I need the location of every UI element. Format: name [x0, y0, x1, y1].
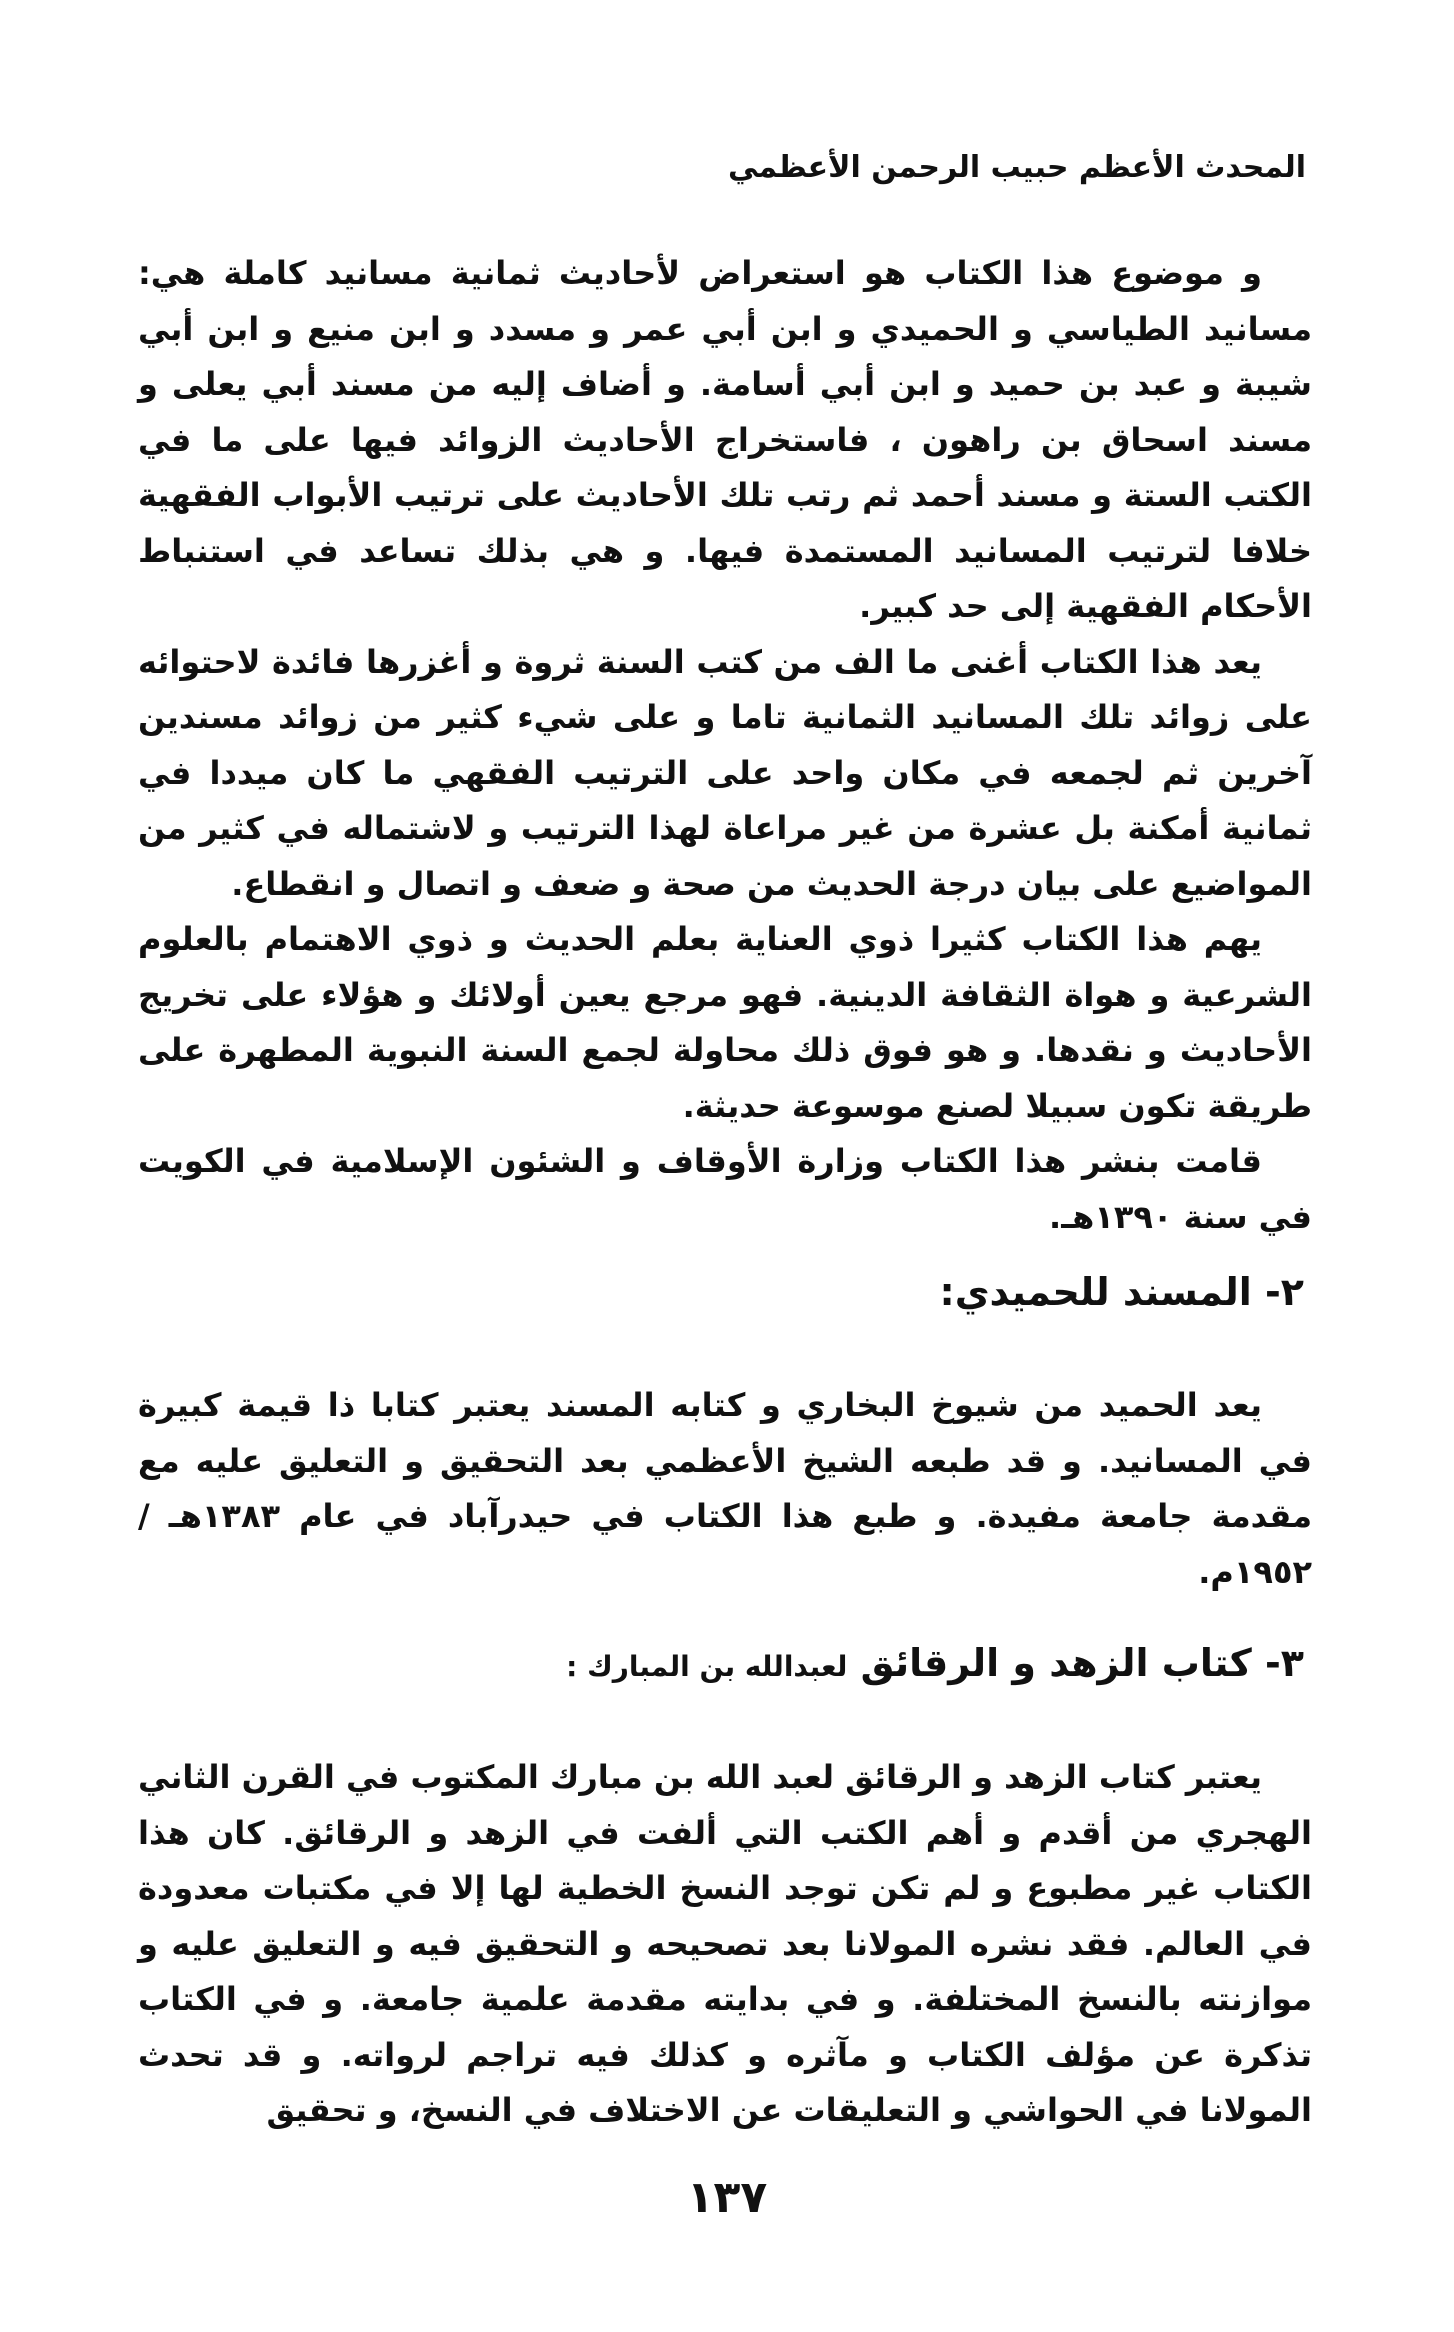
section-3-heading-main: ٣- كتاب الزهد و الرقائق	[860, 1641, 1304, 1685]
section-2-heading: ٢- المسند للحميدي:	[939, 1270, 1304, 1314]
paragraph-humaidi: يعد الحميد من شيوخ البخاري و كتابه المسند يعتبر كتابا ذا قيمة كبيرة في المسانيد. و قد طبعه الشيخ الأعظمي بعد التحقيق و التعليق عليه مع مقدمة جامعة مفيدة. و طبع هذا الكتاب في حيدرآباد في عام ١٣٨٣هـ / ١٩٥٢م.	[138, 1386, 1313, 1591]
page-number: ١٣٧	[686, 2172, 768, 2223]
running-header: المحدث الأعظم حبيب الرحمن الأعظمي	[727, 150, 1306, 185]
paragraph-zuhd: يعتبر كتاب الزهد و الرقائق لعبد الله بن مبارك المكتوب في القرن الثاني الهجري من أقدم و أهم الكتب التي ألفت في الزهد و الرقائق. كان هذا الكتاب غير مطبوع و لم تكن توجد النسخ الخطية لها إلا في مكتبات معدودة في العالم. فقد نشره المولانا بعد تصحيحه و التحقيق فيه و التعليق عليه و موازنته بالنسخ المختلفة. و في بدايته مقدمة علمية جامعة. و في الكتاب تذكرة عن مؤلف الكتاب و مآثره و كذلك فيه تراجم لرواته. و قد تحدث المولانا في الحواشي و التعليقات عن الاختلاف في النسخ، و تحقيق	[138, 1758, 1312, 2129]
paragraph-topic: و موضوع هذا الكتاب هو استعراض لأحاديث ثمانية مسانيد كاملة هي: مسانيد الطياسي و الحميدي و ابن أبي عمر و مسدد و ابن منيع و ابن أبي شيبة و عبد بن حميد و ابن أبي أسامة. و أضاف إليه من مسند أبي يعلى و مسند اسحاق بن راهون ، فاستخراج الأحاديث الزوائد فيها على ما في الكتب الستة و مسند أحمد ثم رتب تلك الأحاديث على ترتيب الأبواب الفقهية خلافا لترتيب المسانيد المستمدة فيها. و هي بذلك تساعد في استنباط الأحكام الفقهية إلى حد كبير.	[138, 254, 1312, 625]
section-3-body	[138, 1750, 1312, 2139]
section-2-body	[138, 1378, 1312, 1600]
paragraph-publisher: قامت بنشر هذا الكتاب وزارة الأوقاف و الشئون الإسلامية في الكويت في سنة ١٣٩٠هـ.	[138, 1142, 1312, 1236]
paragraph-importance: يهم هذا الكتاب كثيرا ذوي العناية بعلم الحديث و ذوي الاهتمام بالعلوم الشرعية و هواة الثقافة الدينية. فهو مرجع يعين أولائك و هؤلاء على تخريج الأحاديث و نقدها. و هو فوق ذلك محاولة لجمع السنة النبوية المطهرة على طريقة تكون سبيلا لصنع موسوعة حديثة.	[138, 920, 1312, 1125]
section-3-heading-author: لعبدالله بن المبارك :	[566, 1650, 848, 1683]
section-1-body	[138, 246, 1312, 1245]
paragraph-richness: يعد هذا الكتاب أغنى ما الف من كتب السنة ثروة و أغزرها فائدة لاحتوائه على زوائد تلك المسانيد الثمانية تاما و على شيء كثير من زوائد مسندين آخرين ثم لجمعه في مكان واحد على الترتيب الفقهي ما كان ميددا في ثمانية أمكنة بل عشرة من غير مراعاة لهذا الترتيب و لاشتماله في كثير من المواضيع على بيان درجة الحديث من صحة و ضعف و اتصال و انقطاع.	[138, 642, 1312, 903]
section-3-heading	[504, 1633, 1304, 1697]
